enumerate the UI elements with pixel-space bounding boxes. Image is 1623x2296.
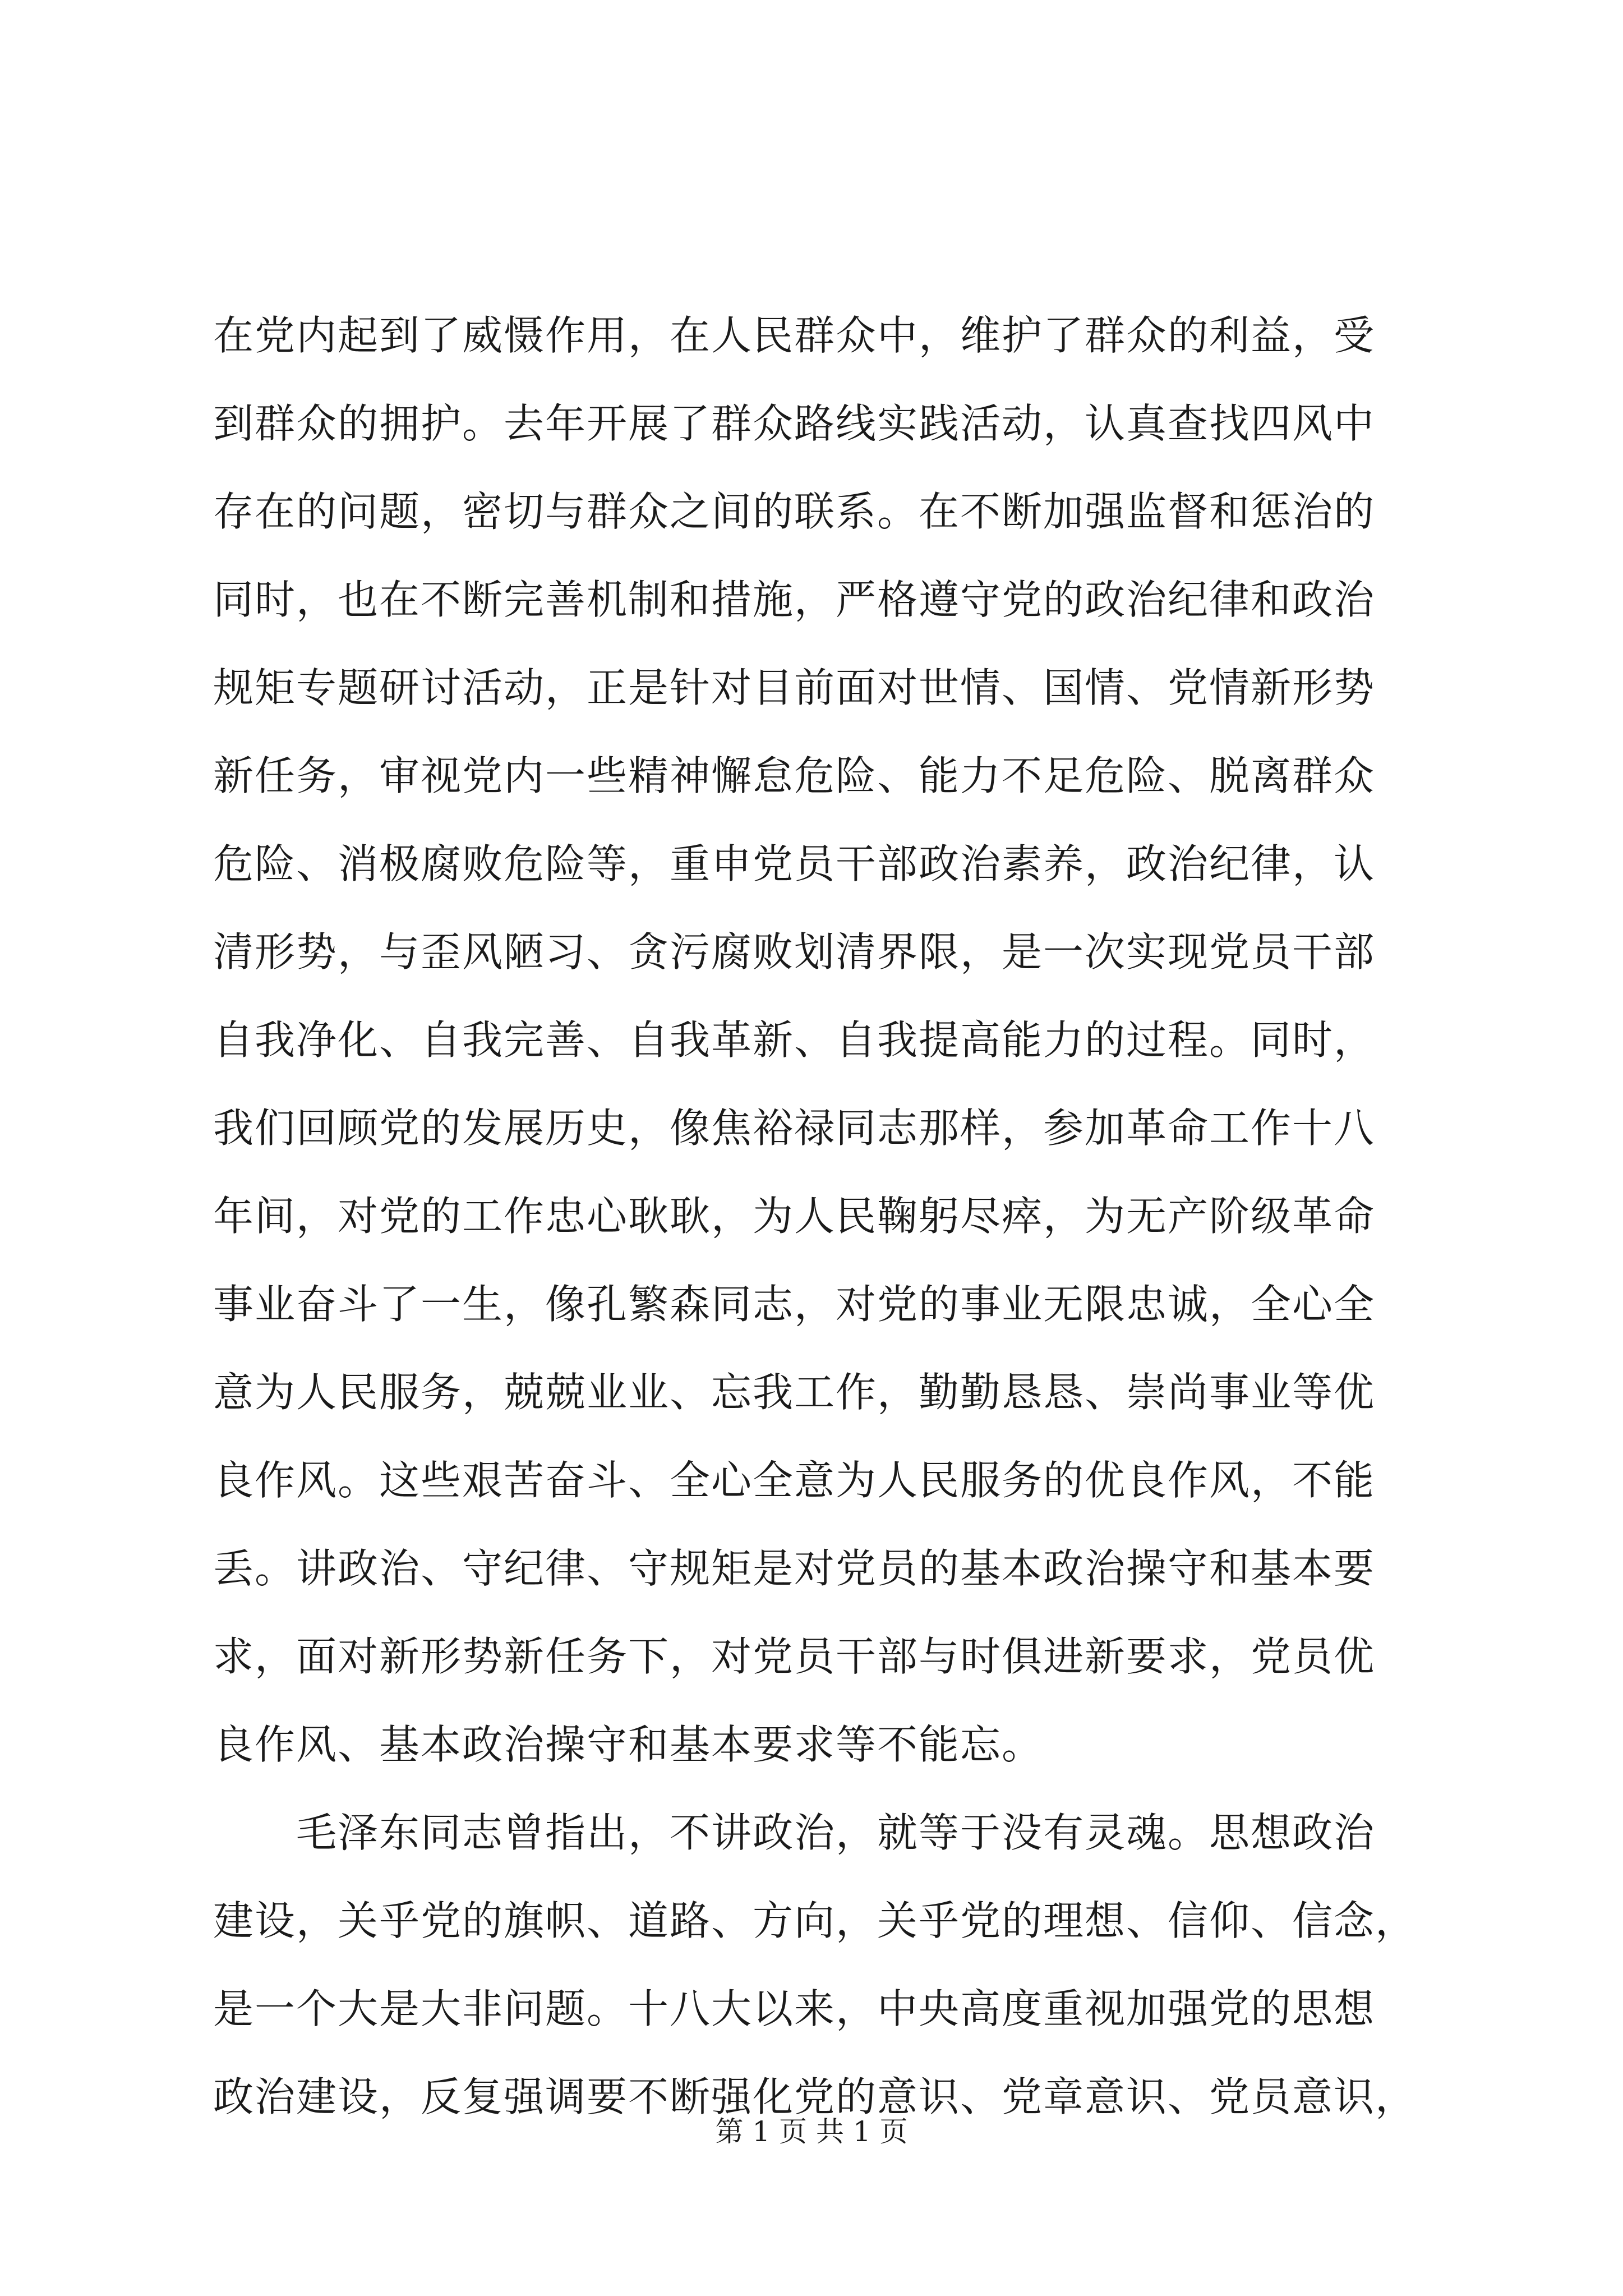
text-line: 在党内起到了威慑作用，在人民群众中，维护了群众的利益，受 <box>213 312 1376 359</box>
body-text <box>213 292 1424 2141</box>
text-line: 年间，对党的工作忠心耿耿，为人民鞠躬尽瘁，为无产阶级革命 <box>213 1193 1376 1240</box>
text-line: 良作风、基本政治操守和基本要求等不能忘。 <box>213 1721 1044 1768</box>
text-line: 同时，也在不断完善机制和措施，严格遵守党的政治纪律和政治 <box>213 576 1376 623</box>
text-line: 建设，关乎党的旗帜、道路、方向，关乎党的理想、信仰、信念， <box>213 1897 1417 1944</box>
text-line: 意为人民服务，兢兢业业、忘我工作，勤勤恳恳、崇尚事业等优 <box>213 1369 1376 1416</box>
text-line: 危险、消极腐败危险等，重申党员干部政治素养，政治纪律，认 <box>213 840 1376 887</box>
text-line: 到群众的拥护。去年开展了群众路线实践活动，认真查找四风中 <box>213 400 1376 447</box>
text-line: 事业奋斗了一生，像孔繁森同志，对党的事业无限忠诚，全心全 <box>213 1281 1376 1328</box>
text-line: 规矩专题研讨活动，正是针对目前面对世情、国情、党情新形势 <box>213 664 1376 711</box>
text-line: 自我净化、自我完善、自我革新、自我提高能力的过程。同时， <box>213 1016 1376 1064</box>
page-footer: 第 1 页 共 1 页 <box>715 2115 908 2148</box>
text-line: 良作风。这些艰苦奋斗、全心全意为人民服务的优良作风，不能 <box>213 1457 1376 1504</box>
text-line: 新任务，审视党内一些精神懈怠危险、能力不足危险、脱离群众 <box>213 752 1376 799</box>
text-line: 求，面对新形势新任务下，对党员干部与时俱进新要求，党员优 <box>213 1633 1376 1680</box>
text-line: 丢。讲政治、守纪律、守规矩是对党员的基本政治操守和基本要 <box>213 1545 1376 1592</box>
text-line: 我们回顾党的发展历史，像焦裕禄同志那样，参加革命工作十八 <box>213 1105 1376 1152</box>
text-line: 存在的问题，密切与群众之间的联系。在不断加强监督和惩治的 <box>213 488 1376 535</box>
text-line: 是一个大是大非问题。十八大以来，中央高度重视加强党的思想 <box>213 1985 1376 2032</box>
text-line: 清形势，与歪风陋习、贪污腐败划清界限，是一次实现党员干部 <box>213 928 1376 976</box>
paragraph-start-line: 毛泽东同志曾指出，不讲政治，就等于没有灵魂。思想政治 <box>213 1809 1376 1856</box>
text-line: 政治建设，反复强调要不断强化党的意识、党章意识、党员意识， <box>213 2073 1417 2120</box>
